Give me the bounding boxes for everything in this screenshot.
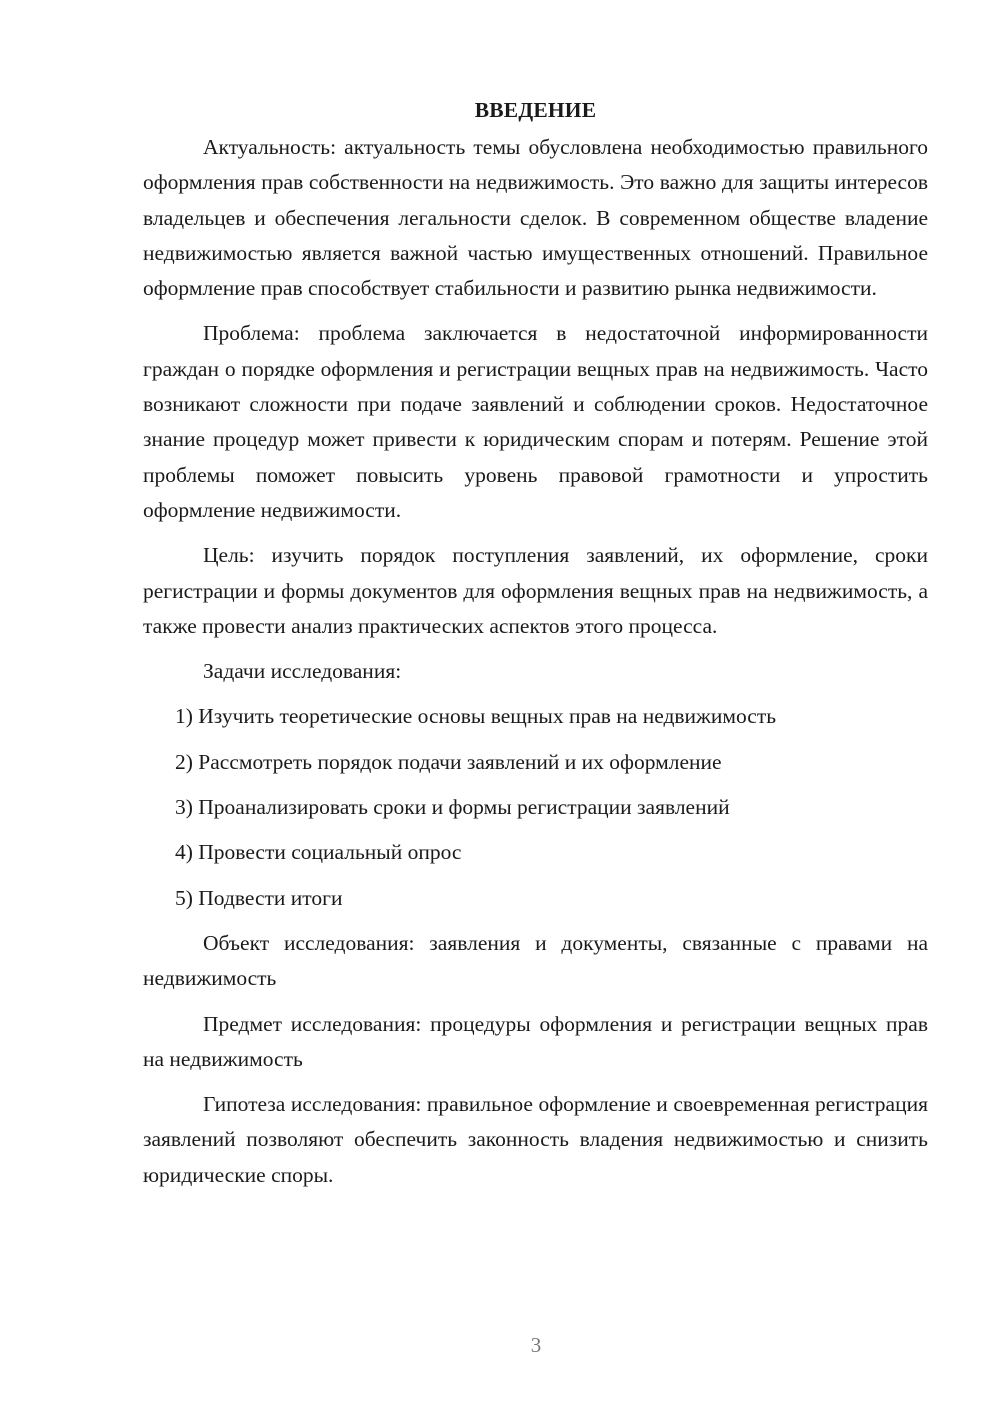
paragraph-goal: Цель: изучить порядок поступления заявлений, их оформление, сроки регистрации и формы документов для оформления вещных прав на недвижимость, а также провести анализ практических аспектов этого процесса. <box>143 543 928 638</box>
list-item-task-5: 5) Подвести итоги <box>175 885 343 910</box>
paragraph-object: Объект исследования: заявления и документы, связанные с правами на недвижимость <box>143 930 928 991</box>
paragraph-hypothesis: Гипотеза исследования: правильное оформление и своевременная регистрация заявлений позволяют обеспечить законность владения недвижимостью и снизить юридические споры. <box>143 1092 928 1187</box>
list-item-task-4: 4) Провести социальный опрос <box>175 840 462 865</box>
list-item-task-1: 1) Изучить теоретические основы вещных прав на недвижимость <box>175 704 777 729</box>
tasks-list <box>143 699 928 915</box>
page-content <box>143 93 928 1203</box>
page-number: 3 <box>530 1333 542 1357</box>
list-item-task-2: 2) Рассмотреть порядок подачи заявлений и их оформление <box>175 749 722 774</box>
paragraph-problem: Проблема: проблема заключается в недостаточной информированности граждан о порядке оформления и регистрации вещных прав на недвижимость. Часто возникают сложности при подаче заявлений и соблюдении сроков. Недостаточное знание процедур может привести к юридическим спорам и потерям. Решение этой проблемы поможет повысить уровень правовой грамотности и упростить оформление недвижимости. <box>143 321 928 522</box>
page-title: ВВЕДЕНИЕ <box>474 98 597 122</box>
paragraph-relevance: Актуальность: актуальность темы обусловлена необходимостью правильного оформления прав собственности на недвижимость. Это важно для защиты интересов владельцев и обеспечения легальности сделок. В современном обществе владение недвижимостью является важной частью имущественных отношений. Правильное оформление прав способствует стабильности и развитию рынка недвижимости. <box>143 135 928 301</box>
paragraph-subject: Предмет исследования: процедуры оформления и регистрации вещных прав на недвижимость <box>143 1011 928 1071</box>
list-item-task-3: 3) Проанализировать сроки и формы регистрации заявлений <box>175 795 730 820</box>
tasks-heading: Задачи исследования: <box>203 659 402 684</box>
